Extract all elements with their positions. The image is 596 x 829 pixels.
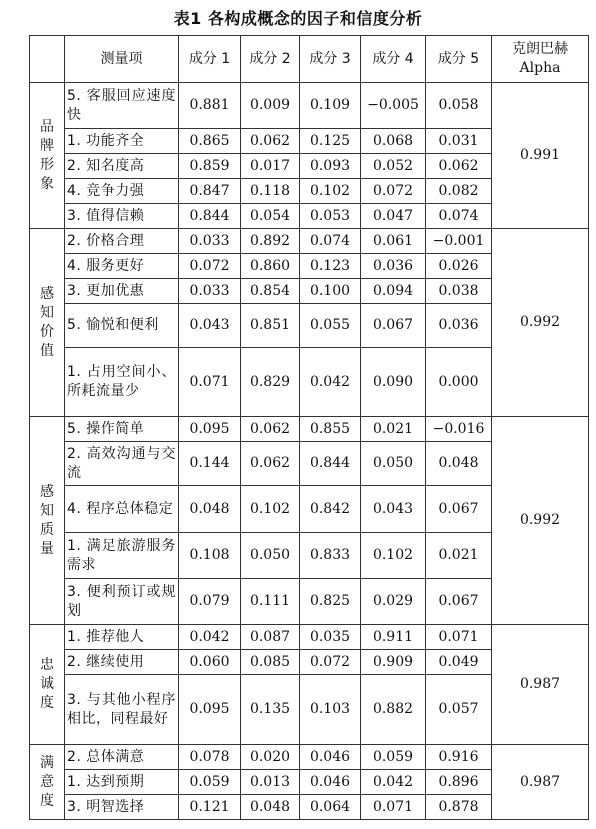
header-component-3: 成分 3 [300,36,361,83]
header-alpha [492,36,589,83]
component-2-value: 0.102 [241,486,300,533]
measure-item: 2. 继续使用 [65,650,179,675]
component-1-value: 0.033 [179,229,241,254]
measure-item: 3. 明智选择 [65,795,179,820]
component-1-value: 0.095 [179,675,241,745]
measure-item: 3. 值得信赖 [65,204,179,229]
measure-item: 1. 满足旅游服务需求 [65,533,179,579]
component-5-value: 0.896 [426,770,492,795]
component-1-value: 0.859 [179,154,241,179]
component-5-value: 0.026 [426,254,492,279]
group-label-text: 感知质量 [40,483,54,557]
component-2-value: 0.009 [241,83,300,129]
group-label-text: 品牌形象 [40,118,54,192]
component-2-value: 0.050 [241,533,300,579]
measure-item: 4. 服务更好 [65,254,179,279]
component-1-value: 0.847 [179,179,241,204]
component-4-value: 0.909 [361,650,426,675]
group-label [30,745,65,820]
component-3-value: 0.123 [300,254,361,279]
component-3-value: 0.102 [300,179,361,204]
component-4-value: 0.029 [361,579,426,625]
component-2-value: 0.829 [241,348,300,417]
component-2-value: 0.048 [241,795,300,820]
component-3-value: 0.046 [300,770,361,795]
header-alpha-line1: 克朗巴赫 [512,41,568,57]
component-1-value: 0.079 [179,579,241,625]
component-5-value: 0.021 [426,533,492,579]
component-3-value: 0.055 [300,304,361,348]
component-2-value: 0.062 [241,442,300,486]
component-5-value: 0.071 [426,625,492,650]
alpha-value: 0.991 [492,83,589,229]
component-2-value: 0.892 [241,229,300,254]
component-3-value: 0.125 [300,129,361,154]
component-3-value: 0.093 [300,154,361,179]
component-4-value: 0.094 [361,279,426,304]
component-1-value: 0.048 [179,486,241,533]
component-1-value: 0.072 [179,254,241,279]
component-2-value: 0.020 [241,745,300,770]
component-5-value: 0.036 [426,304,492,348]
measure-item: 5. 愉悦和便利 [65,304,179,348]
measure-item: 2. 高效沟通与交流 [65,442,179,486]
component-1-value: 0.844 [179,204,241,229]
factor-reliability-table [29,35,589,820]
component-5-value: 0.000 [426,348,492,417]
component-4-value: 0.036 [361,254,426,279]
measure-item: 3. 便利预订或规划 [65,579,179,625]
measure-item: 2. 知名度高 [65,154,179,179]
component-2-value: 0.118 [241,179,300,204]
component-1-value: 0.078 [179,745,241,770]
alpha-value: 0.992 [492,417,589,625]
component-2-value: 0.013 [241,770,300,795]
measure-item: 5. 客服回应速度快 [65,83,179,129]
header-group-cell [30,36,65,83]
measure-item: 1. 功能齐全 [65,129,179,154]
alpha-value: 0.987 [492,745,589,820]
component-4-value: 0.911 [361,625,426,650]
measure-item: 3. 更加优惠 [65,279,179,304]
component-2-value: 0.085 [241,650,300,675]
component-2-value: 0.851 [241,304,300,348]
component-4-value: 0.882 [361,675,426,745]
component-4-value: 0.067 [361,304,426,348]
component-4-value: 0.068 [361,129,426,154]
component-3-value: 0.042 [300,348,361,417]
group-label [30,417,65,625]
component-2-value: 0.062 [241,417,300,442]
component-1-value: 0.033 [179,279,241,304]
component-5-value: 0.031 [426,129,492,154]
measure-item: 2. 价格合理 [65,229,179,254]
component-4-value: −0.005 [361,83,426,129]
component-4-value: 0.043 [361,486,426,533]
header-component-4: 成分 4 [361,36,426,83]
component-5-value: 0.082 [426,179,492,204]
measure-item: 2. 总体满意 [65,745,179,770]
component-2-value: 0.017 [241,154,300,179]
group-label [30,625,65,745]
component-1-value: 0.865 [179,129,241,154]
component-5-value: −0.016 [426,417,492,442]
component-1-value: 0.071 [179,348,241,417]
component-3-value: 0.035 [300,625,361,650]
component-4-value: 0.042 [361,770,426,795]
measure-item: 1. 推荐他人 [65,625,179,650]
component-3-value: 0.074 [300,229,361,254]
measure-item: 4. 程序总体稳定 [65,486,179,533]
component-1-value: 0.881 [179,83,241,129]
component-2-value: 0.054 [241,204,300,229]
table-row [30,83,589,129]
component-5-value: 0.067 [426,486,492,533]
component-4-value: 0.050 [361,442,426,486]
component-4-value: 0.059 [361,745,426,770]
header-item: 测量项 [65,36,179,83]
header-component-2: 成分 2 [241,36,300,83]
component-4-value: 0.072 [361,179,426,204]
component-5-value: −0.001 [426,229,492,254]
component-5-value: 0.038 [426,279,492,304]
component-1-value: 0.060 [179,650,241,675]
component-1-value: 0.043 [179,304,241,348]
component-1-value: 0.121 [179,795,241,820]
component-5-value: 0.062 [426,154,492,179]
alpha-value: 0.987 [492,625,589,745]
component-5-value: 0.067 [426,579,492,625]
component-4-value: 0.071 [361,795,426,820]
component-5-value: 0.878 [426,795,492,820]
header-alpha-line2: Alpha [519,60,561,76]
group-label [30,229,65,417]
component-4-value: 0.061 [361,229,426,254]
component-5-value: 0.057 [426,675,492,745]
component-3-value: 0.109 [300,83,361,129]
component-5-value: 0.074 [426,204,492,229]
table-row [30,745,589,770]
component-1-value: 0.144 [179,442,241,486]
component-4-value: 0.102 [361,533,426,579]
component-2-value: 0.860 [241,254,300,279]
header-component-1: 成分 1 [179,36,241,83]
component-3-value: 0.100 [300,279,361,304]
group-label-text: 感知价值 [40,285,54,359]
component-1-value: 0.059 [179,770,241,795]
measure-item: 5. 操作简单 [65,417,179,442]
component-4-value: 0.047 [361,204,426,229]
measure-item: 1. 达到预期 [65,770,179,795]
component-3-value: 0.053 [300,204,361,229]
component-2-value: 0.135 [241,675,300,745]
header-row [30,36,589,83]
group-label [30,83,65,229]
component-3-value: 0.842 [300,486,361,533]
component-3-value: 0.825 [300,579,361,625]
component-3-value: 0.833 [300,533,361,579]
component-1-value: 0.108 [179,533,241,579]
table-row [30,625,589,650]
component-4-value: 0.021 [361,417,426,442]
component-3-value: 0.046 [300,745,361,770]
component-3-value: 0.844 [300,442,361,486]
table-row [30,417,589,442]
component-3-value: 0.103 [300,675,361,745]
component-4-value: 0.052 [361,154,426,179]
measure-item: 1. 占用空间小、所耗流量少 [65,348,179,417]
component-3-value: 0.072 [300,650,361,675]
component-1-value: 0.042 [179,625,241,650]
component-5-value: 0.049 [426,650,492,675]
component-3-value: 0.064 [300,795,361,820]
component-3-value: 0.855 [300,417,361,442]
component-2-value: 0.062 [241,129,300,154]
component-5-value: 0.058 [426,83,492,129]
component-5-value: 0.048 [426,442,492,486]
component-1-value: 0.095 [179,417,241,442]
measure-item: 3. 与其他小程序相比，同程最好 [65,675,179,745]
table-caption: 表1 各构成概念的因子和信度分析 [173,9,423,28]
component-4-value: 0.090 [361,348,426,417]
component-2-value: 0.087 [241,625,300,650]
alpha-value: 0.992 [492,229,589,417]
measure-item: 4. 竞争力强 [65,179,179,204]
component-2-value: 0.854 [241,279,300,304]
component-2-value: 0.111 [241,579,300,625]
header-component-5: 成分 5 [426,36,492,83]
group-label-text: 满意度 [40,754,54,809]
table-row [30,229,589,254]
component-5-value: 0.916 [426,745,492,770]
group-label-text: 忠诚度 [40,657,54,711]
